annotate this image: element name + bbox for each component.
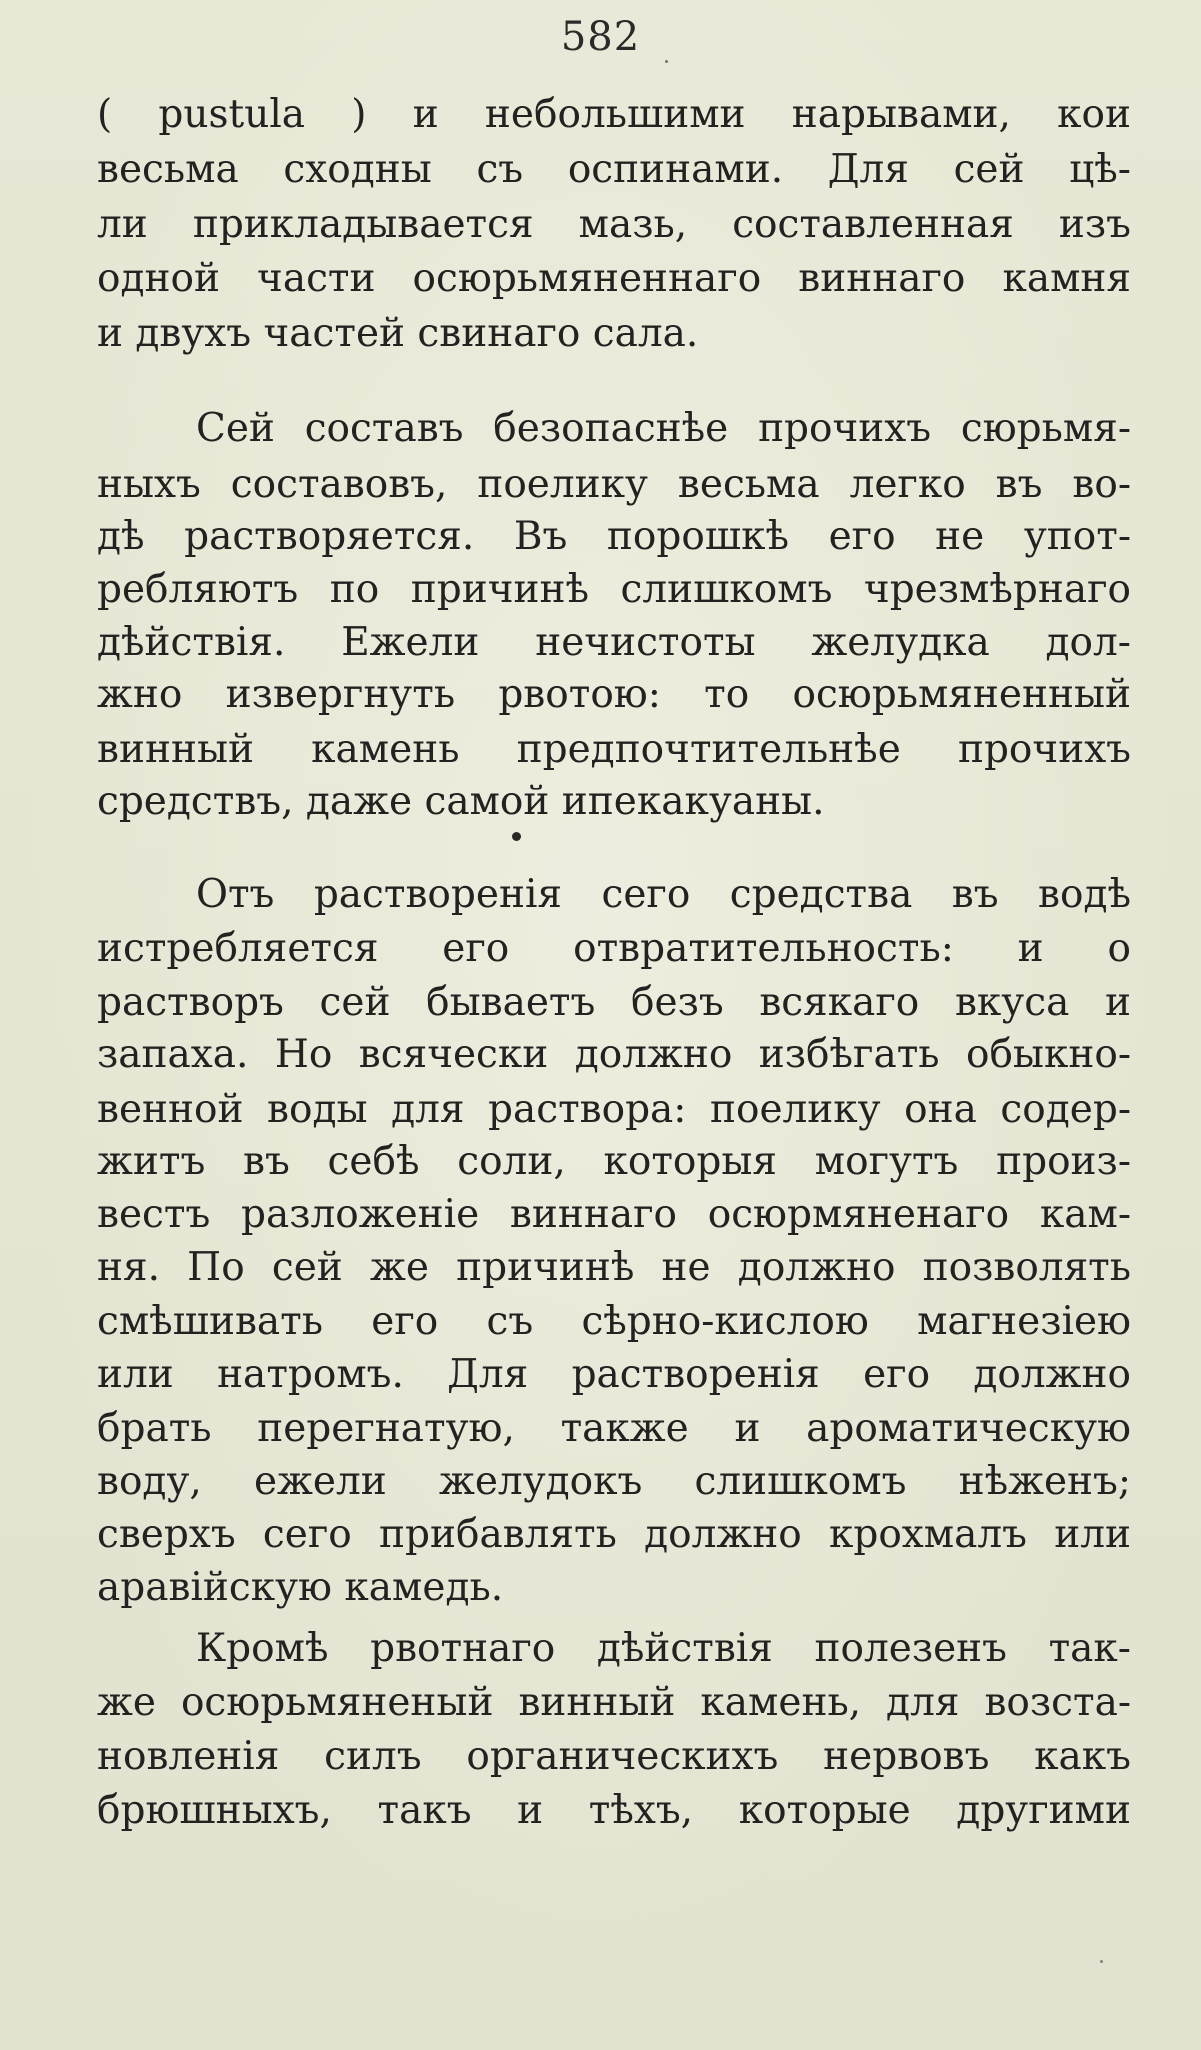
ink-speck — [1100, 1960, 1103, 1963]
text-line: дѣйствія. Ежели нечистоты желудка дол- — [97, 620, 1131, 665]
text-line: ребляютъ по причинѣ слишкомъ чрезмѣрнаго — [97, 567, 1131, 612]
text-line: запаха. Но всячески должно избѣгать обыкно- — [97, 1032, 1131, 1077]
text-line: вестъ разложеніе виннаго осюрмяненаго кам- — [97, 1192, 1131, 1237]
text-line: одной части осюрьмяненнаго виннаго камня — [97, 256, 1131, 301]
text-line: ли прикладывается мазь, составленная изъ — [97, 202, 1131, 247]
text-line: ныхъ составовъ, поелику весьма легко въ во- — [97, 462, 1131, 507]
text-line: истребляется его отвратительность: и о — [97, 926, 1131, 971]
text-line: венной воды для раствора: поелику она содер- — [97, 1087, 1131, 1132]
text-line: Отъ растворенія сего средства въ водѣ — [196, 872, 1131, 917]
text-line: Кромѣ рвотнаго дѣйствія полезенъ так- — [196, 1626, 1131, 1671]
text-line: средствъ, даже самой ипекакуаны. — [97, 779, 825, 824]
text-line: новленія силъ органическихъ нервовъ какъ — [97, 1734, 1131, 1779]
ink-speck — [512, 832, 521, 841]
text-line: аравійскую камедь. — [97, 1565, 504, 1610]
text-line: Сей составъ безопаснѣе прочихъ сюрьмя- — [196, 406, 1131, 451]
text-line: и двухъ частей свинаго сала. — [97, 311, 699, 356]
text-line: сверхъ сего прибавлять должно крохмалъ или — [97, 1512, 1131, 1557]
text-line: брать перегнатую, также и ароматическую — [97, 1406, 1131, 1451]
text-line: весьма сходны съ оспинами. Для сей цѣ- — [97, 147, 1131, 192]
text-line: брюшныхъ, такъ и тѣхъ, которые другими — [97, 1788, 1131, 1833]
text-line: ( pustula ) и небольшими нарывами, кои — [97, 92, 1131, 137]
page-number: 582 — [560, 14, 641, 60]
text-line: дѣ растворяется. Въ порошкѣ его не упот- — [97, 514, 1131, 559]
text-line: житъ въ себѣ соли, которыя могутъ произ- — [97, 1139, 1131, 1184]
text-line: растворъ сей бываетъ безъ всякаго вкуса и — [97, 980, 1131, 1025]
text-line: жно извергнуть рвотою: то осюрьмяненный — [97, 672, 1131, 717]
text-line: смѣшивать его съ сѣрно-кислою магнезіею — [97, 1299, 1131, 1344]
text-line: винный камень предпочтительнѣе прочихъ — [97, 727, 1131, 772]
text-line: воду, ежели желудокъ слишкомъ нѣженъ; — [97, 1459, 1131, 1504]
text-line: же осюрьмяненый винный камень, для возста- — [97, 1680, 1131, 1725]
text-line: ня. По сей же причинѣ не должно позволять — [97, 1245, 1131, 1290]
ink-speck — [665, 60, 668, 63]
text-line: или натромъ. Для растворенія его должно — [97, 1352, 1131, 1397]
